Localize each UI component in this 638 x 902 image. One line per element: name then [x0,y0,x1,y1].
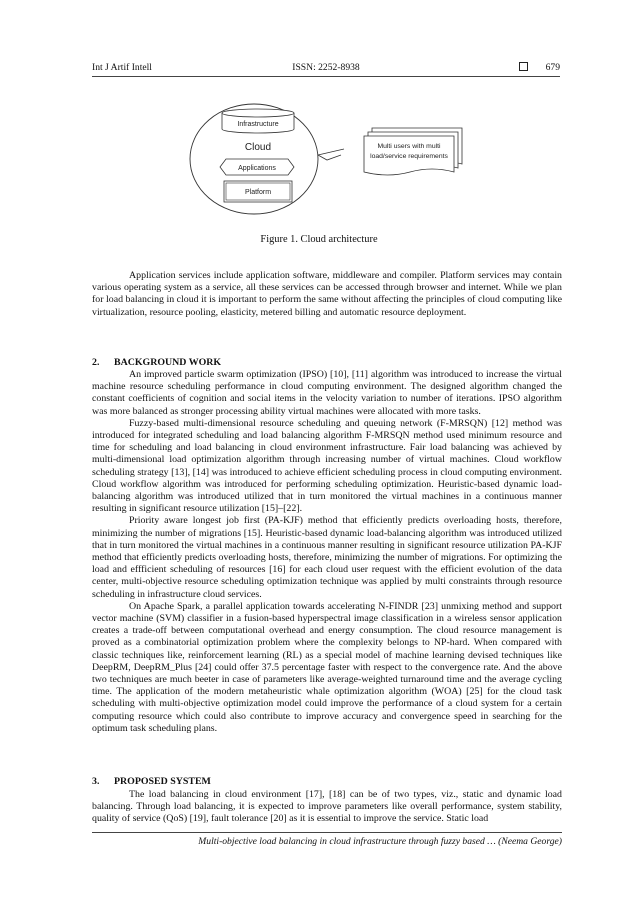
platform-label: Platform [244,189,272,196]
issn: ISSN: 2252-8938 [292,62,360,73]
intro-block [92,270,562,319]
section-3-body [92,789,562,826]
page-number: 679 [545,62,560,73]
connector-arrow [318,149,344,160]
cloud-label: Cloud [244,142,272,153]
section-2-body [92,369,562,735]
users-document-stack [364,128,462,175]
cloud-architecture-figure [0,0,638,230]
section-2-paragraph: An improved particle swarm optimization (IPSO) [10], [11] algorithm was introduced to increase the virtual machine resource scheduling performance in cloud computing environment. The designed algorithm changed the constant coefficients of cognition and social items in the velocity variation to number of iterations. IPSO algorithm was more balanced as stronger processing ability virtual machines were allocated with more tasks. [92,369,562,417]
section-3-title: PROPOSED SYSTEM [114,776,211,787]
infrastructure-label: Infrastructure [237,121,279,128]
section-3-heading [92,776,211,787]
figure-caption: Figure 1. Cloud architecture [260,234,378,245]
users-label-line1: Multi users with multi [377,143,441,150]
section-2-title: BACKGROUND WORK [114,357,222,368]
journal-name: Int J Artif Intell [92,62,152,73]
section-3-number: 3. [92,776,100,787]
section-3-paragraph: The load balancing in cloud environment [17], [18] can be of two types, viz., static and dynamic load balancing. Through load balancing, it is expected to improve parameters like overall performance, system stability, quality of service (QoS) [19], fault tolerance [20] as it is essential to improve the service. Static load [92,789,562,825]
section-2-paragraph: On Apache Spark, a parallel application towards accelerating N-FINDR [23] unmixing method and support vector machine (SVM) classifier in a fusion-based hyperspectral image classification in a wireless sensor application creates a trade-off between computational overhead and energy consumption. The cloud resource management is proved as a combinatorial optimization problem where the complexity belongs to NP-hard. When compared with classic techniques like, reinforcement learning (RL) as a special model of machine learning devised techniques like DeepRM, DeepRM_Plus [24] could offer 37.5 percentage faster with respect to the convergence rate. And the above two techniques are much beeter in case of parameters like average-weighted turnaround time and the average cycling time. The application of the modern metaheuristic whale optimization algorithm (WOA) [25] for the cloud task scheduling with multi-objective optimization model could improve the performance of a cloud system for a certain computing resource which could also contribute to improve accuracy and convergence speed in searching for the optimum task scheduling plans. [92,600,562,734]
section-2-heading [92,357,221,368]
section-2-paragraph: Fuzzy-based multi-dimensional resource scheduling and queuing network (F-MRSQN) [12] method was introduced for integrated scheduling and load balancing algorithm F-MRSQN method used minimum resource and time for scheduling and load balancing in cloud environment infrastructure. Fair load balancing was achieved by multi-dimensional load optimization algorithm through increasing number of virtual machines. Cloud workflow scheduling strategy [13], [14] was introduced to achieve efficient scheduling process in cloud computing environment. Cloud workflow algorithm was introduced for performing scheduling optimization. Heuristic-based dynamic load-balancing algorithm was introduced utilized that in turn monitored the virtual machines in a continuous manner resulting in significant resource utilization [15]–[22]. [92,417,562,515]
section-2-number: 2. [92,357,100,368]
running-footer: Multi-objective load balancing in cloud infrastructure through fuzzy based … (Neema George) [92,832,562,847]
section-2-paragraph: Priority aware longest job first (PA-KJF) method that efficiently predicts overloading hosts, therefore, minimizing the number of migrations [15]. Heuristic-based dynamic load-balancing algorithm was introduced utilized that in turn monitored the virtual machines in a continuous manner resulting in significant resource utilization PA-KJF method that efficiently predicts overloading hosts, therefore, minimizing the number of migrations. For optimizing the load and effficient scheduling of resources [16] for each cloud user request with the efficient evolution of the data center, multi-objective resource scheduling optimization technique was applied by multi constraints through resource scheduling in infrastructure cloud services. [92,515,562,600]
intro-paragraph: Application services include application software, middleware and compiler. Platform services may contain various operating system as a service, all these services can be accessed through browser and internet. While we plan for load balancing in cloud it is important to perform the same without affecting the principles of cloud computing like virtualization, resource pooling, elasticity, metered billing and automatic resource deployment. [92,270,562,318]
applications-label: Applications [238,165,276,172]
users-label-line2: load/service requirements [370,153,448,160]
